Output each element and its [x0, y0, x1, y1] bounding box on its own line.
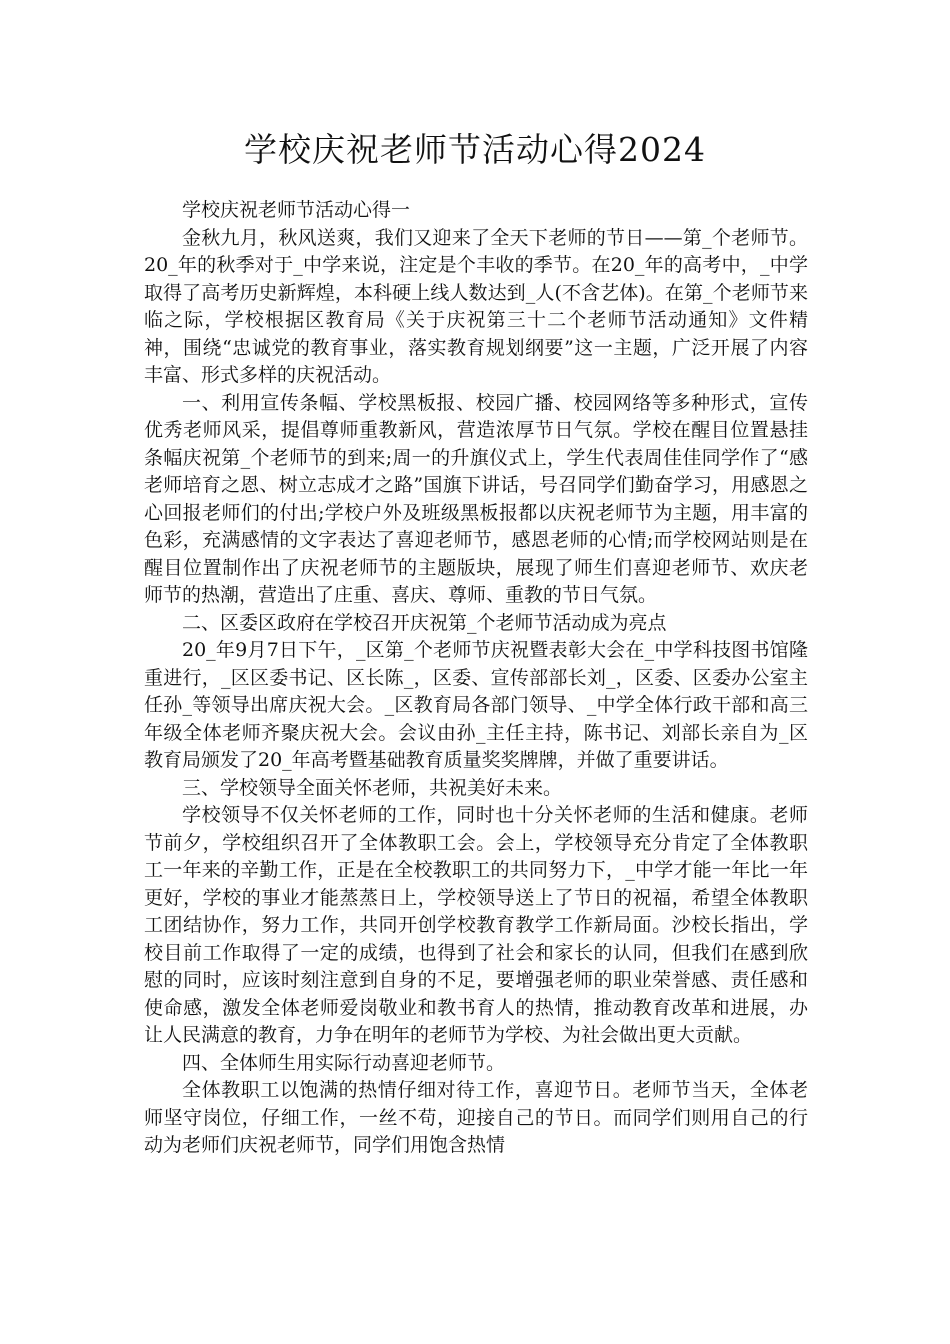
- section-heading: 四、全体师生用实际行动喜迎老师节。: [182, 1051, 506, 1074]
- document-body: [144, 197, 808, 1160]
- body-paragraph: 一、利用宣传条幅、学校黑板报、校园广播、校园网络等多种形式，宣传优秀老师风采，提倡尊师重教新风，营造浓厚节日气氛。学校在醒目位置悬挂条幅庆祝第_个老师节的到来;周一的升旗仪式上，学生代表周佳佳同学作了“感老师培育之恩、树立志成才之路”国旗下讲话，号召同学们勤奋学习，用感恩之心回报老师们的付出;学校户外及班级黑板报都以庆祝老师节为主题，用丰富的色彩，充满感情的文字表达了喜迎老师节，感恩老师的心情;而学校网站则是在醒目位置制作出了庆祝老师节的主题版块，展现了师生们喜迎老师节、欢庆老师节的热潮，营造出了庄重、喜庆、尊师、重教的节日气氛。: [144, 391, 808, 606]
- document-title: 学校庆祝老师节活动心得2024: [244, 130, 706, 169]
- body-paragraph: 20_年9月7日下午，_区第_个老师节庆祝暨表彰大会在_中学科技图书馆隆重进行，_区区委书记、区长陈_，区委、宣传部部长刘_，区委、区委办公室主任孙_等领导出席庆祝大会。_区教育局各部门领导、_中学全体行政干部和高三年级全体老师齐聚庆祝大会。会议由孙_主任主持，陈书记、刘部长亲自为_区教育局颁发了20_年高考暨基础教育质量奖奖牌牌，并做了重要讲话。: [144, 639, 808, 771]
- section-heading: 二、区委区政府在学校召开庆祝第_个老师节活动成为亮点: [182, 611, 667, 634]
- body-paragraph: 金秋九月，秋风送爽，我们又迎来了全天下老师的节日——第_个老师节。20_年的秋季对于_中学来说，注定是个丰收的季节。在20_年的高考中，_中学取得了高考历史新辉煌，本科硬上线人数达到_人(不含艺体)。在第_个老师节来临之际，学校根据区教育局《关于庆祝第三十二个老师节活动通知》文件精神，围绕“忠诚党的教育事业，落实教育规划纲要”这一主题，广泛开展了内容丰富、形式多样的庆祝活动。: [144, 226, 808, 386]
- body-paragraph: 学校领导不仅关怀老师的工作，同时也十分关怀老师的生活和健康。老师节前夕，学校组织召开了全体教职工会。会上，学校领导充分肯定了全体教职工一年来的辛勤工作，正是在全校教职工的共同努力下，_中学才能一年比一年更好，学校的事业才能蒸蒸日上，学校领导送上了节日的祝福，希望全体教职工团结协作，努力工作，共同开创学校教育教学工作新局面。沙校长指出，学校目前工作取得了一定的成绩，也得到了社会和家长的认同，但我们在感到欣慰的同时，应该时刻注意到自身的不足，要增强老师的职业荣誉感、责任感和使命感，激发全体老师爱岗敬业和教书育人的热情，推动教育改革和进展，办让人民满意的教育，力争在明年的老师节为学校、为社会做出更大贡献。: [144, 804, 808, 1046]
- body-paragraph: 全体教职工以饱满的热情仔细对待工作，喜迎节日。老师节当天，全体老师坚守岗位，仔细工作，一丝不苟，迎接自己的节日。而同学们则用自己的行动为老师们庆祝老师节，同学们用饱含热情: [144, 1079, 808, 1156]
- section-heading: 学校庆祝老师节活动心得一: [182, 199, 411, 221]
- section-heading: 三、学校领导全面关怀老师，共祝美好未来。: [182, 776, 563, 799]
